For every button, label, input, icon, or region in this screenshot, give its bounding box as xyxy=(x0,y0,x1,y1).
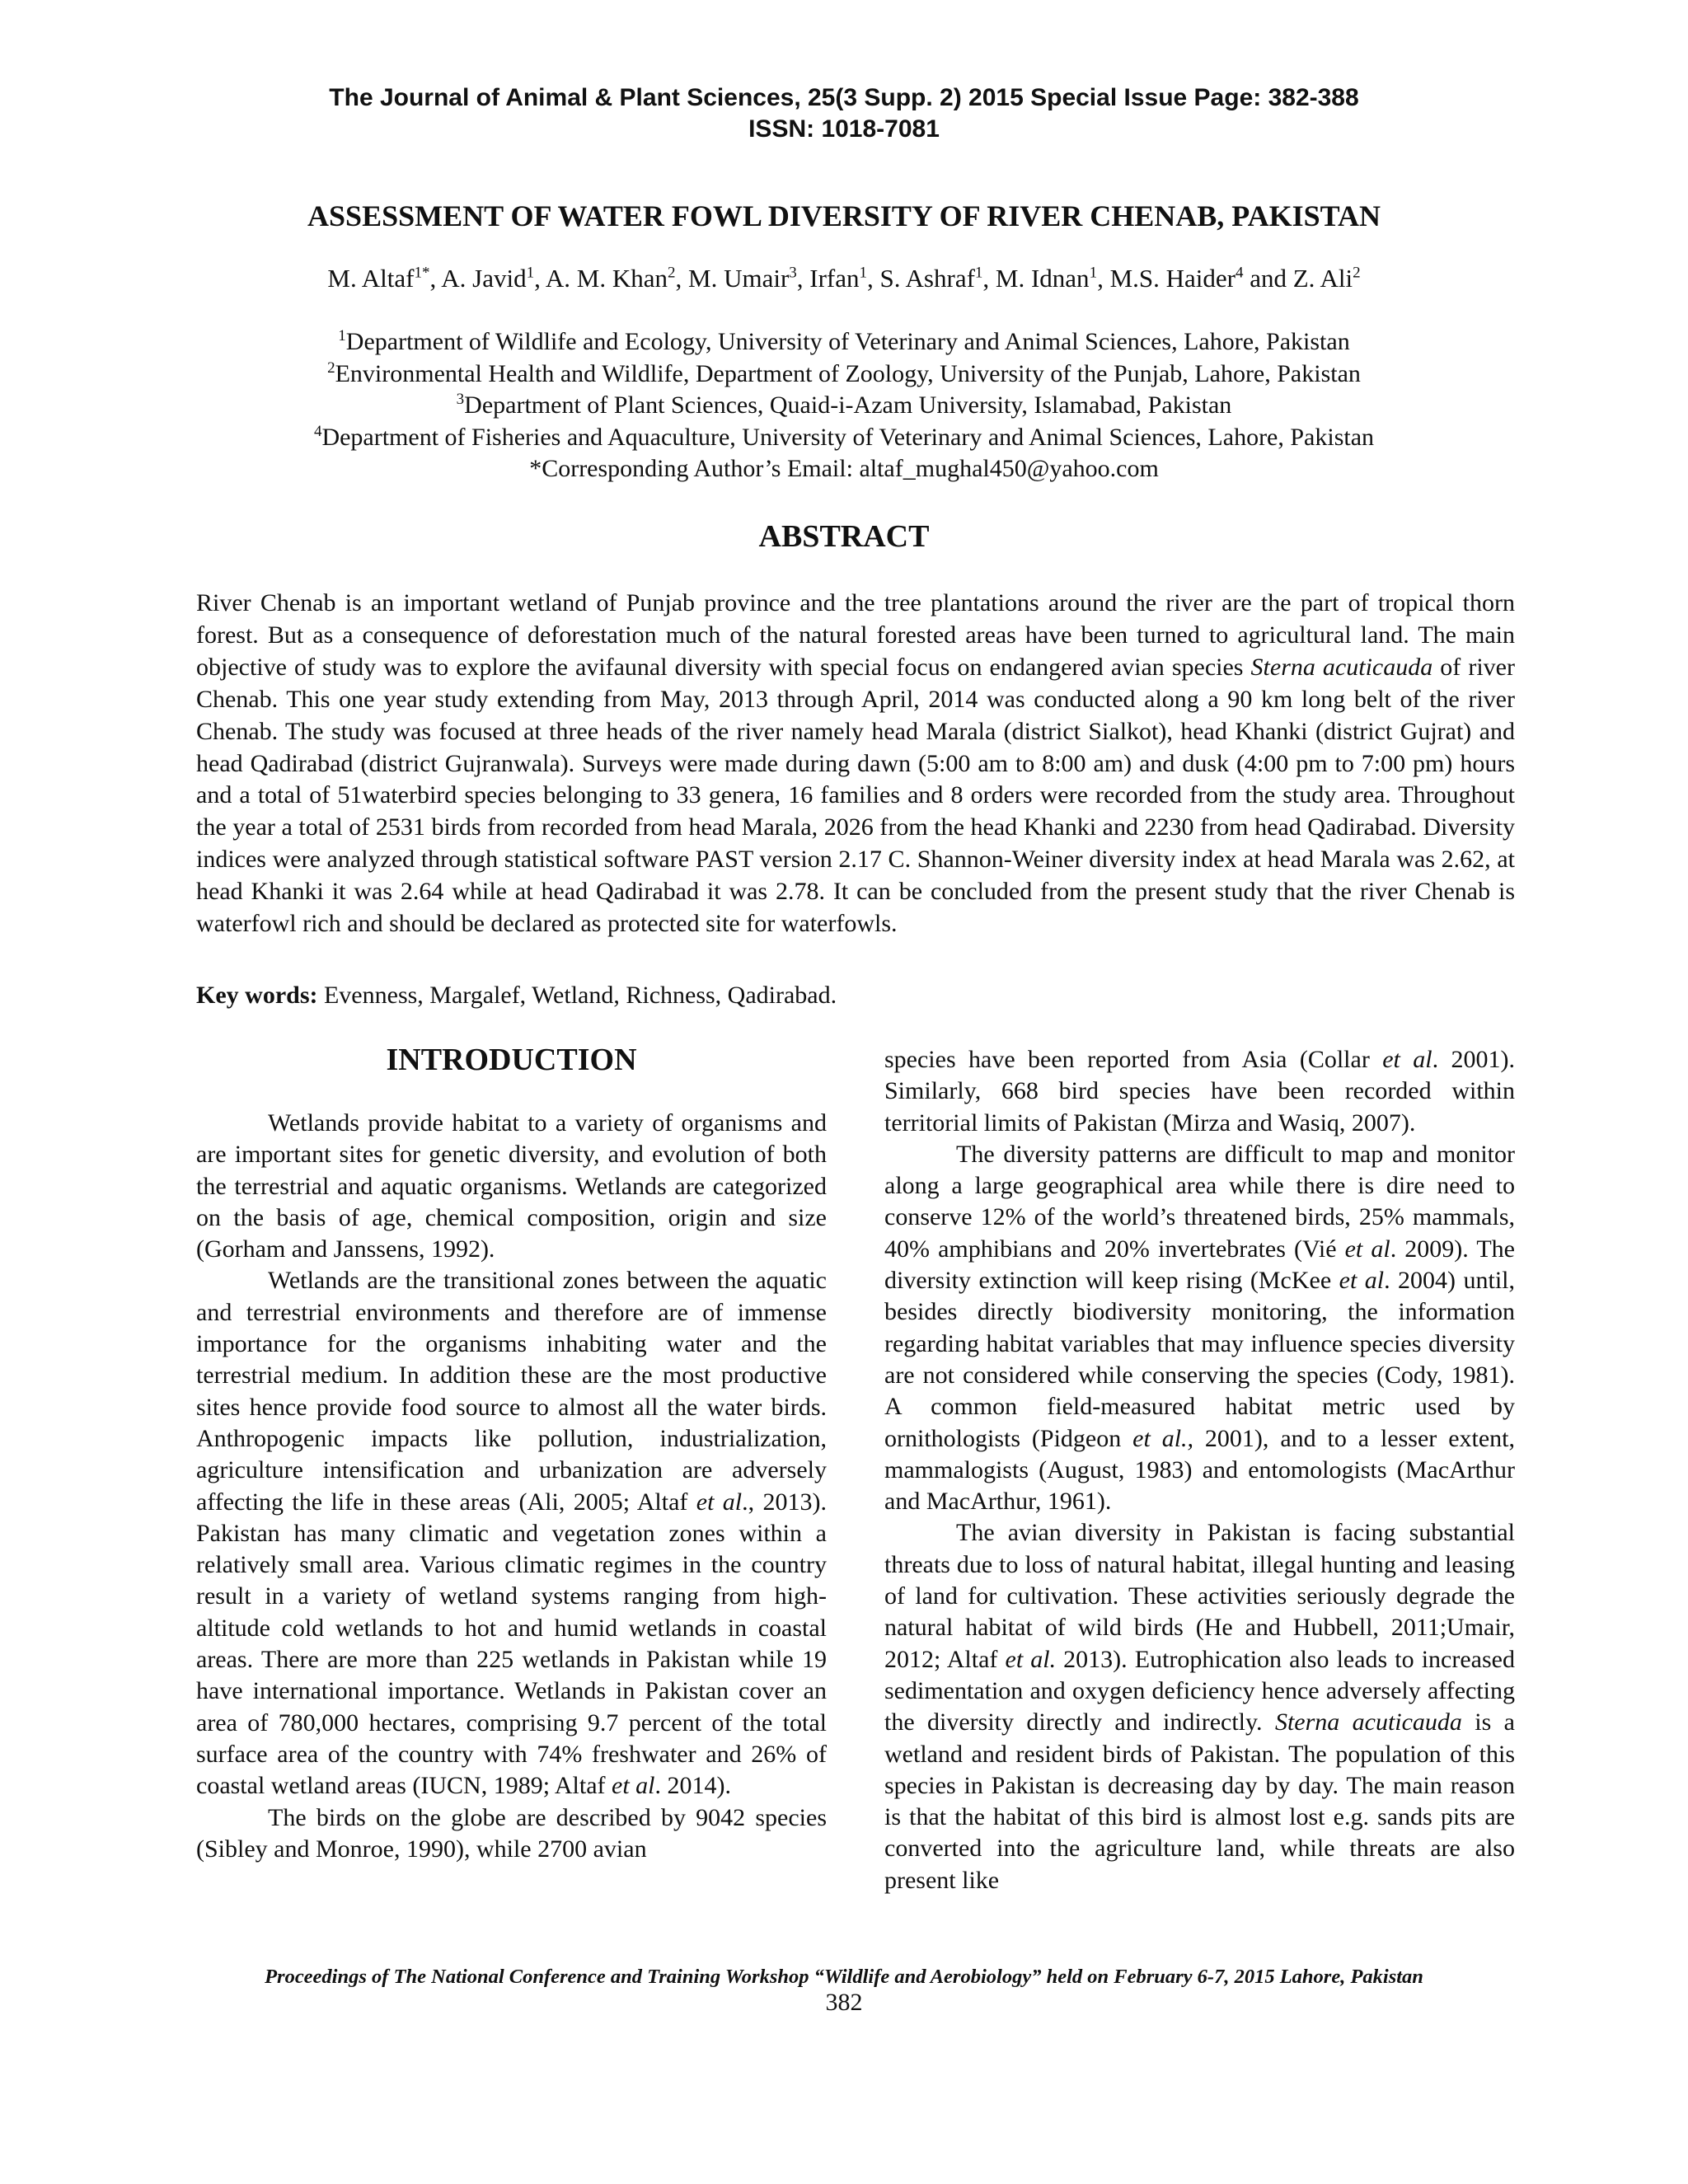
abstract-body xyxy=(196,588,1515,940)
author-separator: , xyxy=(982,264,996,293)
species-name: Sterna acuticauda xyxy=(1274,1708,1462,1736)
author-name: M.S. Haider xyxy=(1109,264,1236,293)
paper-title: ASSESSMENT OF WATER FOWL DIVERSITY OF RIVER CHENAB, PAKISTAN xyxy=(307,199,1381,232)
abstract-text: River Chenab is an important wetland of Punjab province and the tree plantations around the river are the part of tropical thorn forest. But as a consequence of deforestation much of the natural forested areas have been turned to agricultural land. The main objective of study was to explore the avifaunal diversity with special focus on endangered avian species xyxy=(196,589,1515,681)
author-affiliation-marker: 1 xyxy=(859,264,868,282)
author-affiliation-marker: 2 xyxy=(668,264,676,282)
paragraph-text: . 2004) until, besides directly biodiversity monitoring, the information regarding habitat variables that may influence species diversity are not considered while conserving the species (Cody, 1981). A common field-measured habitat metric used by ornithologists (Pidgeon xyxy=(884,1267,1515,1452)
author-affiliation-marker: 1* xyxy=(414,264,430,282)
et-al: et al xyxy=(1382,1046,1432,1073)
affiliation-line xyxy=(0,390,1688,422)
author-list xyxy=(0,262,1688,295)
affiliation-text: Department of Wildlife and Ecology, University of Veterinary and Animal Sciences, Lahore, Pakistan xyxy=(345,328,1350,355)
author-separator: , xyxy=(675,264,689,293)
journal-issn: ISSN: 1018-7081 xyxy=(748,115,940,143)
author-name: A. Javid xyxy=(441,264,527,293)
paragraph-text: . 2009). The diversity extinction will keep rising (McKee xyxy=(884,1235,1515,1295)
journal-citation: The Journal of Animal & Plant Sciences, 25(3 Supp. 2) 2015 Special Issue Page: 382-388 xyxy=(329,84,1359,111)
affiliation-line xyxy=(0,326,1688,359)
affiliation-line xyxy=(0,359,1688,391)
author-separator: , xyxy=(867,264,880,293)
affiliation-marker: 3 xyxy=(456,391,465,408)
affiliation-text: Department of Plant Sciences, Quaid-i-Azam University, Islamabad, Pakistan xyxy=(464,391,1232,419)
abstract-heading: ABSTRACT xyxy=(758,519,930,554)
paragraph: Wetlands provide habitat to a variety of organisms and are important sites for genetic diversity, and evolution of both the terrestrial and aquatic organisms. Wetlands are categorized on the basis of age, chemical composition, origin and size (Gorham and Janssens, 1992). xyxy=(196,1109,827,1263)
author-separator: and xyxy=(1243,264,1293,293)
keywords-label: Key words: xyxy=(196,982,318,1009)
paragraph-text: The diversity patterns are difficult to map and monitor along a large geographical area while there is dire need to conserve 12% of the world’s threatened birds, 25% mammals, 40% amphibians and 20% invertebrates (Vié xyxy=(884,1140,1515,1263)
left-column xyxy=(196,1108,827,1865)
affiliation-list xyxy=(0,326,1688,485)
affiliation-marker: 1 xyxy=(338,327,346,344)
abstract-text: of river Chenab. This one year study extending from May, 2013 through April, 2014 was conducted along a 90 km long belt of the river Chenab. The study was focused at three heads of the river namely head Marala (district Sialkot), head Khanki (district Gujrat) and head Qadirabad (district Gujranwala). Surveys were made during dawn (5:00 am to 8:00 am) and dusk (4:00 pm to 7:00 pm) hours and a total of 51waterbird species belonging to 33 genera, 16 families and 8 orders were recorded from the study area. Throughout the year a total of 2531 birds from recorded from head Marala, 2026 from the head Khanki and 2230 from head Qadirabad. Diversity indices were analyzed through statistical software PAST version 2.17 C. Shannon-Weiner diversity index at head Marala was 2.62, at head Khanki it was 2.64 while at head Qadirabad it was 2.78. It can be concluded from the present study that the river Chenab is waterfowl rich and should be declared as protected site for waterfowls. xyxy=(196,653,1515,938)
author-affiliation-marker: 2 xyxy=(1353,264,1361,282)
keywords xyxy=(196,980,1515,1011)
author-affiliation-marker: 1 xyxy=(974,264,983,282)
author-affiliation-marker: 3 xyxy=(789,264,797,282)
paragraph xyxy=(884,1517,1515,1896)
author-separator: , xyxy=(534,264,546,293)
paragraph-text: Wetlands are the transitional zones between the aquatic and terrestrial environments and therefore are of immense importance for the organisms inhabiting water and the terrestrial medium. In addition these are the most productive sites hence provide food source to almost all the water birds. Anthropogenic impacts like pollution, industrialization, agriculture intensification and urbanization are adversely affecting the life in these areas (Ali, 2005; Altaf xyxy=(196,1267,827,1516)
author-name: S. Ashraf xyxy=(879,264,975,293)
introduction-heading: INTRODUCTION xyxy=(386,1043,637,1077)
author-name: M. Altaf xyxy=(327,264,415,293)
paragraph: The birds on the globe are described by 9042 species (Sibley and Monroe, 1990), while 2700 avian xyxy=(196,1803,827,1863)
et-al: et al xyxy=(1339,1267,1385,1295)
paragraph-text: The avian diversity in Pakistan is facing substantial threats due to loss of natural habitat, illegal hunting and leasing of land for cultivation. These activities seriously degrade the natural habitat of wild birds (He and Hubbell, 2011;Umair, 2012; Altaf xyxy=(884,1519,1515,1673)
page-number: 382 xyxy=(825,1989,863,2016)
paragraph-text: 2013). Eutrophication also leads to increased sedimentation and oxygen deficiency hence adversely affecting the diversity directly and indirectly. xyxy=(884,1645,1515,1736)
paragraph xyxy=(884,1139,1515,1518)
et-al: et al. xyxy=(1005,1645,1057,1673)
author-name: A. M. Khan xyxy=(545,264,668,293)
author-name: M. Idnan xyxy=(995,264,1090,293)
keywords-text: Evenness, Margalef, Wetland, Richness, Qadirabad. xyxy=(317,982,837,1009)
paragraph xyxy=(884,1044,1515,1139)
species-name: Sterna acuticauda xyxy=(1250,653,1433,681)
affiliation-marker: 4 xyxy=(313,422,322,440)
paragraph xyxy=(196,1265,827,1802)
paragraph-text: . 2001). Similarly, 668 bird species have been recorded within territorial limits of Pakistan (Mirza and Wasiq, 2007). xyxy=(884,1046,1515,1137)
author-affiliation-marker: 1 xyxy=(1089,264,1098,282)
et-al: et al xyxy=(696,1488,743,1516)
affiliation-marker: 2 xyxy=(327,359,335,377)
paragraph-text: ., 2013). Pakistan has many climatic and vegetation zones within a relatively small area. Various climatic regimes in the country result in a variety of wetland systems ranging from high-altitude cold wetlands to hot and humid wetlands in coastal areas. There are more than 225 wetlands in Pakistan while 19 have international importance. Wetlands in Pakistan cover an area of 780,000 hectares, comprising 9.7 percent of the total surface area of the country with 74% freshwater and 26% of coastal wetland areas (IUCN, 1989; Altaf xyxy=(196,1488,827,1800)
author-affiliation-marker: 4 xyxy=(1235,264,1244,282)
paragraph-text: is a wetland and resident birds of Pakistan. The population of this species in Pakistan is decreasing day by day. The main reason is that the habitat of this bird is almost lost e.g. sands pits are converted into the agriculture land, while threats are also present like xyxy=(884,1708,1515,1894)
affiliation-line xyxy=(0,422,1688,454)
author-name: Irfan xyxy=(809,264,860,293)
paragraph-text: 2001), and to a lesser extent, mammalogists (August, 1983) and entomologists (MacArthur and MacArthur, 1961). xyxy=(884,1424,1515,1516)
affiliation-text: Department of Fisheries and Aquaculture, University of Veterinary and Animal Sciences, Lahore, Pakistan xyxy=(321,423,1375,451)
author-name: M. Umair xyxy=(688,264,790,293)
paragraph-text: . 2014). xyxy=(654,1772,732,1800)
et-al: et al xyxy=(612,1772,655,1800)
author-separator: , xyxy=(1097,264,1110,293)
right-column xyxy=(884,1044,1515,1896)
proceedings-footer: Proceedings of The National Conference and Training Workshop “Wildlife and Aerobiology” held on February 6-7, 2015 Lahore, Pakistan xyxy=(265,1966,1423,1988)
paragraph-text: species have been reported from Asia (Collar xyxy=(884,1046,1383,1073)
author-affiliation-marker: 1 xyxy=(526,264,535,282)
affiliation-text: Environmental Health and Wildlife, Department of Zoology, University of the Punjab, Lahore, Pakistan xyxy=(335,359,1361,387)
et-al: et al., xyxy=(1132,1424,1194,1452)
author-separator: , xyxy=(796,264,810,293)
author-name: Z. Ali xyxy=(1292,264,1353,293)
author-separator: , xyxy=(429,264,442,293)
corresponding-email: *Corresponding Author’s Email: altaf_mughal450@yahoo.com xyxy=(529,455,1159,482)
et-al: et al xyxy=(1344,1235,1390,1263)
